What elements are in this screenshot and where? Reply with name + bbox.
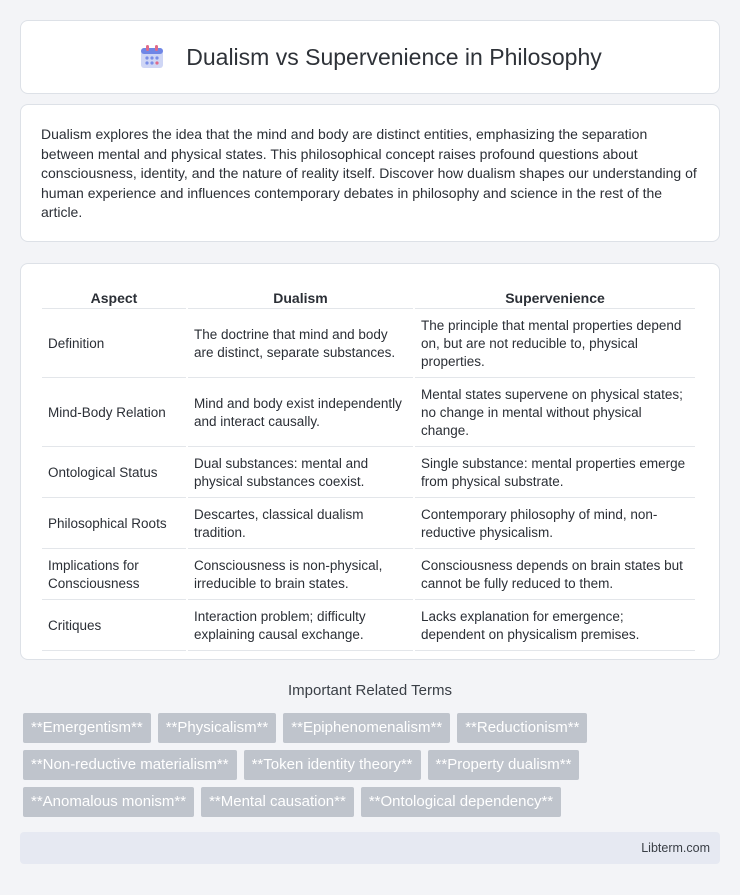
tag-mental-causation[interactable]: **Mental causation** <box>201 787 354 817</box>
supervenience-cell: Lacks explanation for emergence; dependent on physicalism premises. <box>415 602 695 651</box>
supervenience-cell: The principle that mental properties depend on, but are not reducible to, physical properties. <box>415 311 695 378</box>
column-header-supervenience: Supervenience <box>415 286 695 309</box>
dualism-cell: Descartes, classical dualism tradition. <box>188 500 413 549</box>
footer-site-link[interactable]: Libterm.com <box>641 841 710 855</box>
tag-anomalous-monism[interactable]: **Anomalous monism** <box>23 787 194 817</box>
related-terms-list <box>23 713 703 824</box>
header-card <box>20 20 720 94</box>
intro-text: Dualism explores the idea that the mind and body are distinct entities, emphasizing the separation between mental and physical states. This philosophical concept raises profound questions about consciousness, identity, and the nature of reality itself. Discover how dualism shapes our understanding of human experience and influences contemporary debates in philosophy and science in the rest of the article. <box>41 126 697 220</box>
table-row <box>42 551 695 600</box>
tag-epiphenomenalism[interactable]: **Epiphenomenalism** <box>283 713 450 743</box>
table-row <box>42 380 695 447</box>
dualism-cell: The doctrine that mind and body are distinct, separate substances. <box>188 311 413 378</box>
comparison-table <box>40 284 697 653</box>
column-header-aspect: Aspect <box>42 286 186 309</box>
dualism-cell: Mind and body exist independently and interact causally. <box>188 380 413 447</box>
intro-card <box>20 104 720 242</box>
supervenience-cell: Consciousness depends on brain states but cannot be fully reduced to them. <box>415 551 695 600</box>
aspect-cell: Ontological Status <box>42 449 186 498</box>
aspect-cell: Definition <box>42 311 186 378</box>
calendar-icon <box>138 43 166 71</box>
dualism-cell: Consciousness is non-physical, irreducible to brain states. <box>188 551 413 600</box>
table-header-row <box>42 286 695 309</box>
aspect-cell: Philosophical Roots <box>42 500 186 549</box>
aspect-cell: Implications for Consciousness <box>42 551 186 600</box>
table-row <box>42 602 695 651</box>
tag-physicalism[interactable]: **Physicalism** <box>158 713 277 743</box>
tag-ontological-dependency[interactable]: **Ontological dependency** <box>361 787 561 817</box>
table-row <box>42 449 695 498</box>
page-title: Dualism vs Supervenience in Philosophy <box>186 43 602 70</box>
tag-reductionism[interactable]: **Reductionism** <box>457 713 587 743</box>
aspect-cell: Critiques <box>42 602 186 651</box>
supervenience-cell: Single substance: mental properties emerge from physical substrate. <box>415 449 695 498</box>
comparison-card <box>20 263 720 660</box>
tag-token-identity-theory[interactable]: **Token identity theory** <box>244 750 421 780</box>
supervenience-cell: Contemporary philosophy of mind, non-reductive physicalism. <box>415 500 695 549</box>
table-row <box>42 500 695 549</box>
dualism-cell: Interaction problem; difficulty explaining causal exchange. <box>188 602 413 651</box>
related-terms-title: Important Related Terms <box>288 682 452 699</box>
supervenience-cell: Mental states supervene on physical states; no change in mental without physical change. <box>415 380 695 447</box>
aspect-cell: Mind-Body Relation <box>42 380 186 447</box>
footer <box>20 832 720 864</box>
tag-emergentism[interactable]: **Emergentism** <box>23 713 151 743</box>
column-header-dualism: Dualism <box>188 286 413 309</box>
table-row <box>42 311 695 378</box>
tag-non-reductive-materialism[interactable]: **Non-reductive materialism** <box>23 750 237 780</box>
dualism-cell: Dual substances: mental and physical substances coexist. <box>188 449 413 498</box>
tag-property-dualism[interactable]: **Property dualism** <box>428 750 580 780</box>
